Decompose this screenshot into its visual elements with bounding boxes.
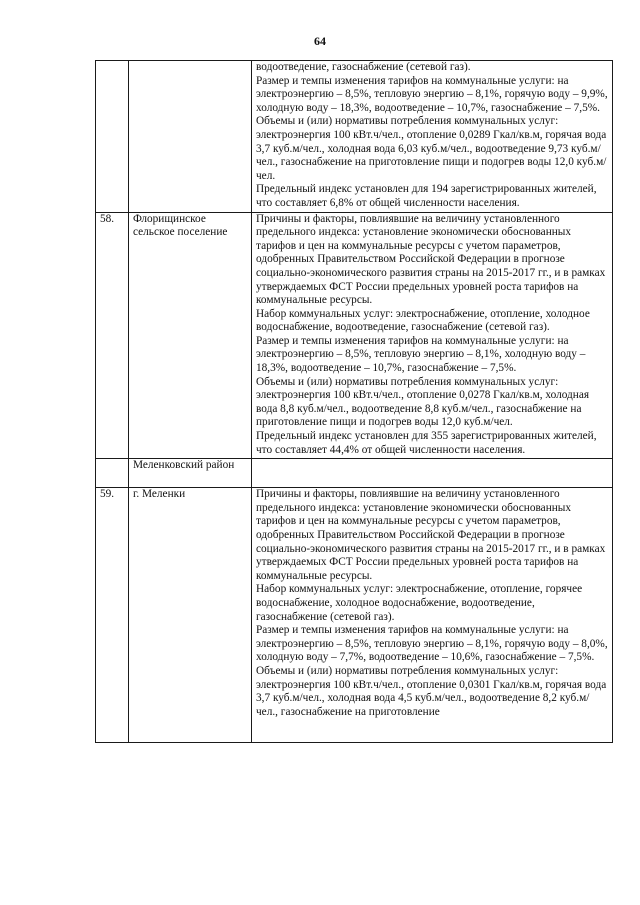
table-row-58 [96,212,613,459]
settlement-name-cell [129,61,252,213]
row-number: 59. [96,488,129,743]
description-paragraph: Размер и темпы изменения тарифов на коммунальные услуги: на электроэнергию – 8,5%, тепловую энергию – 8,1%, горячую воду – 8,0%, холодную воду – 7,7%, водоотведение – 10,6%, газоснабжение – 7,5%. [256,624,608,664]
description-paragraph: Причины и факторы, повлиявшие на величину установленного предельного индекса: установление экономически обоснованных тарифов и цен на коммунальные ресурсы с учетом параметров, одобренных Правительством Российской Федерации в прогнозе социально-экономического развития страны на 2015-2017 гг., и в рамках утверждаемых ФСТ России предельных уровней роста тарифов на коммунальные ресурсы. [256,488,606,582]
description-paragraph: Набор коммунальных услуг: электроснабжение, отопление, горячее водоснабжение, холодное водоснабжение, водоотведение, газоснабжение (сетевой газ). [256,583,583,623]
district-name: Меленковский район [129,459,252,488]
description-paragraph: Предельный индекс установлен для 194 зарегистрированных жителей, что составляет 6,8% от общей численности населения. [256,183,597,209]
description-cell [252,61,613,213]
row-number-cell [96,459,129,488]
description-paragraph: Причины и факторы, повлиявшие на величину установленного предельного индекса: установление экономически обоснованных тарифов и цен на коммунальные ресурсы с учетом параметров, одобренных Правительством Российской Федерации в прогнозе социально-экономического развития страны на 2015-2017 гг., и в рамках утверждаемых ФСТ России предельных уровней роста тарифов на коммунальные ресурсы. [256,212,606,307]
table-row-continuation [96,61,613,213]
description-paragraph: Объемы и (или) нормативы потребления коммунальных услуг: электроэнергия 100 кВт.ч/чел., отопление 0,0289 Гкал/кв.м, горячая вода 3,7 куб.м/чел., холодная вода 6,03 куб.м/чел., водоотведение 9,73 куб.м/чел., газоснабжение на приготовление пищи и подогрев воды 12,0 куб.м/чел. [256,115,607,182]
tariff-index-table [95,60,613,743]
description-paragraph: Размер и темпы изменения тарифов на коммунальные услуги: на электроэнергию – 8,5%, тепловую энергию – 8,1%, горячую воду – 9,9%, холодную воду – 18,3%, водоотведение – 10,7%, газоснабжение – 7,5%. [256,74,608,114]
description-cell [252,459,613,488]
description-paragraph: Объемы и (или) нормативы потребления коммунальных услуг: электроэнергия 100 кВт.ч/чел., отопление 0,0301 Гкал/кв.м, горячая вода 3,7 куб.м/чел., холодная вода 4,5 куб.м/чел., водоотведение 8,2 куб.м/чел., газоснабжение на приготовление [256,664,607,718]
table-row-district [96,459,613,488]
description-paragraph: Размер и темпы изменения тарифов на коммунальные услуги: на электроэнергию – 8,5%, тепловую энергию – 8,1%, холодную воду – 18,3%, водоотведение – 10,7%, газоснабжение – 7,5%. [256,334,586,375]
description-paragraph: Предельный индекс установлен для 355 зарегистрированных жителей, что составляет 44,4% от общей численности населения. [256,430,597,456]
row-number-cell [96,61,129,213]
description-paragraph: Объемы и (или) нормативы потребления коммунальных услуг: электроэнергия 100 кВт.ч/чел., отопление 0,0278 Гкал/кв.м, холодная вода 8,8 куб.м/чел., водоотведение 8,8 куб.м/чел., газоснабжение на приготовление пищи и подогрев воды 12,0 куб.м/чел. [256,375,590,429]
settlement-name: Флорищинское сельское поселение [129,212,252,459]
description-paragraph: водоотведение, газоснабжение (сетевой газ). [256,61,471,73]
page-number: 64 [314,34,326,48]
description-cell [252,212,613,459]
settlement-name: г. Меленки [129,488,252,743]
description-cell [252,488,613,743]
row-number: 58. [96,212,129,459]
table-row-59 [96,488,613,743]
description-paragraph: Набор коммунальных услуг: электроснабжение, отопление, холодное водоснабжение, водоотведение, газоснабжение (сетевой газ). [256,307,590,334]
